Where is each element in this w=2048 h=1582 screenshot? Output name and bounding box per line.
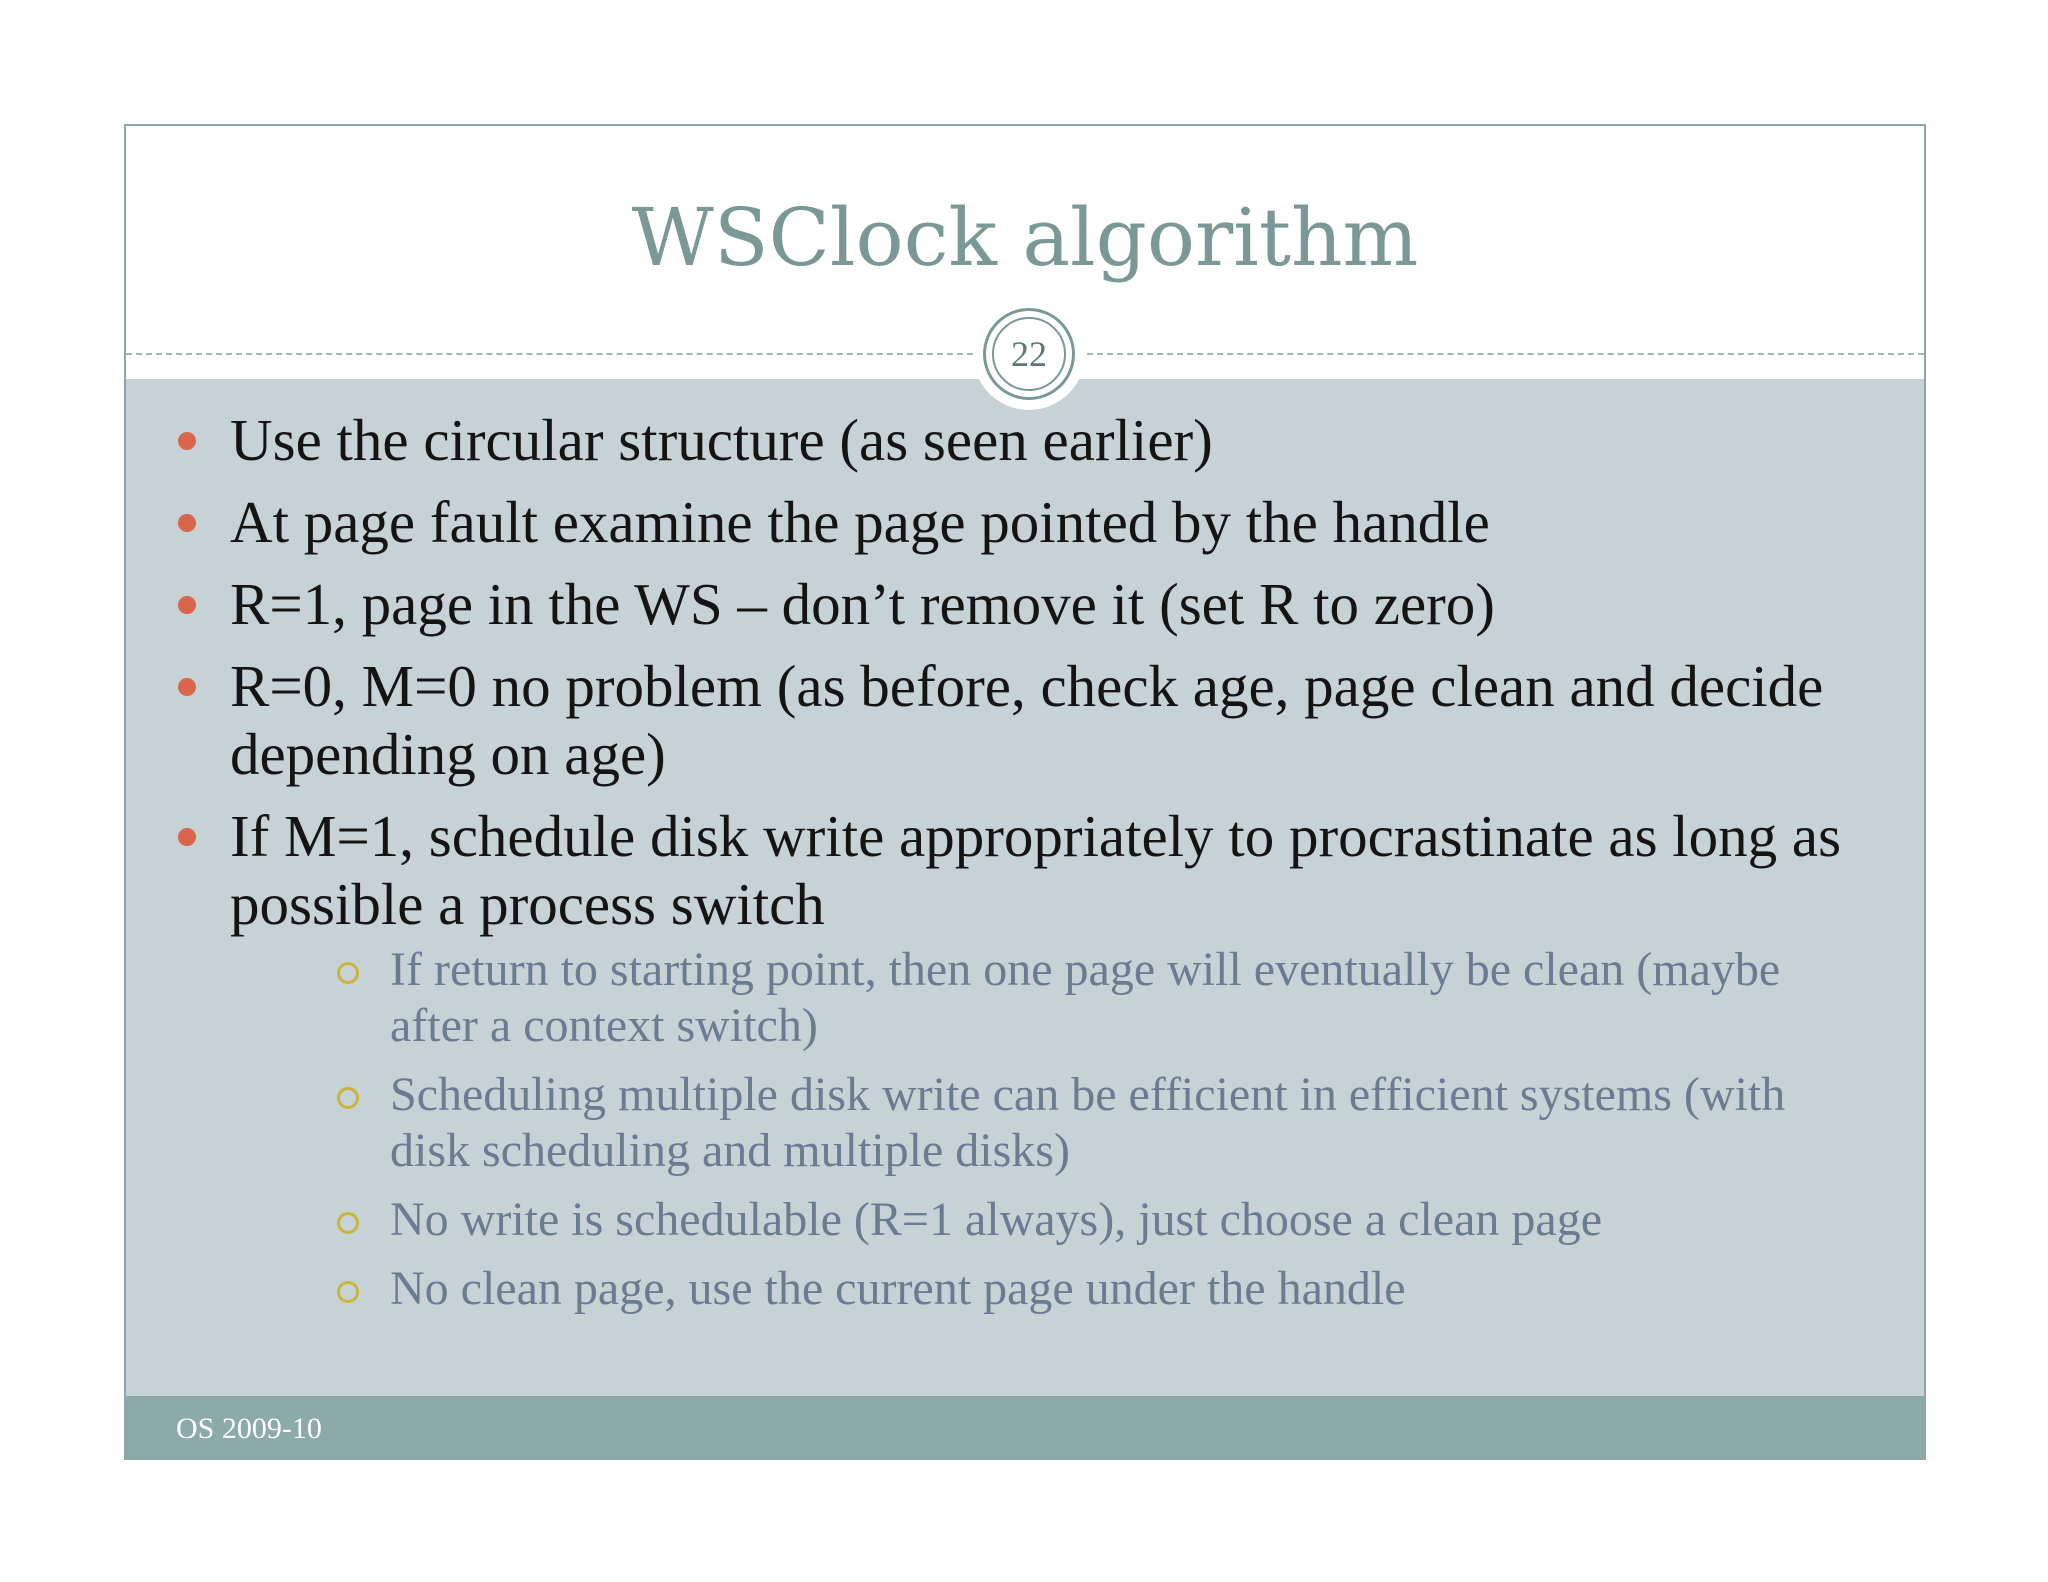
sub-bullet-item [230, 1067, 1864, 1179]
slide-footer [126, 1396, 1924, 1458]
bullet-text: R=1, page in the WS – don’t remove it (set R to zero) [230, 571, 1495, 637]
filled-circle-bullet-icon [178, 432, 196, 450]
bullet-text: R=0, M=0 no problem (as before, check age, page clean and decide depending on age) [230, 653, 1824, 787]
filled-circle-bullet-icon [178, 828, 196, 846]
sub-bullet-item [230, 1192, 1864, 1248]
sub-bullet-text: If return to starting point, then one page will eventually be clean (maybe after a context switch) [390, 943, 1781, 1052]
sub-bullet-item [230, 942, 1864, 1054]
slide-title: WSClock algorithm [631, 191, 1419, 284]
slide-content [126, 406, 1924, 1331]
page-number: 22 [992, 317, 1066, 391]
hollow-circle-bullet-icon [337, 962, 359, 984]
bullet-list [126, 406, 1924, 1317]
bullet-item [126, 652, 1924, 788]
bullet-item [126, 570, 1924, 638]
footer-text: OS 2009-10 [176, 1412, 322, 1445]
filled-circle-bullet-icon [178, 514, 196, 532]
page-number-badge [973, 298, 1085, 410]
sub-bullet-list [230, 942, 1864, 1317]
hollow-circle-bullet-icon [337, 1087, 359, 1109]
sub-bullet-text: Scheduling multiple disk write can be efficient in efficient systems (with disk scheduling and multiple disks) [390, 1068, 1786, 1177]
sub-bullet-text: No clean page, use the current page under the handle [390, 1262, 1406, 1315]
bullet-text: At page fault examine the page pointed by the handle [230, 489, 1490, 555]
sub-bullet-item [230, 1261, 1864, 1317]
bullet-text: If M=1, schedule disk write appropriately to procrastinate as long as possible a process switch [230, 803, 1842, 937]
filled-circle-bullet-icon [178, 678, 196, 696]
sub-bullet-text: No write is schedulable (R=1 always), just choose a clean page [390, 1193, 1603, 1246]
hollow-circle-bullet-icon [337, 1212, 359, 1234]
filled-circle-bullet-icon [178, 596, 196, 614]
hollow-circle-bullet-icon [337, 1281, 359, 1303]
slide [124, 124, 1926, 1460]
bullet-item [126, 802, 1924, 1317]
bullet-text: Use the circular structure (as seen earlier) [230, 407, 1213, 473]
bullet-item [126, 406, 1924, 474]
bullet-item [126, 488, 1924, 556]
page-number-ring [983, 308, 1075, 400]
